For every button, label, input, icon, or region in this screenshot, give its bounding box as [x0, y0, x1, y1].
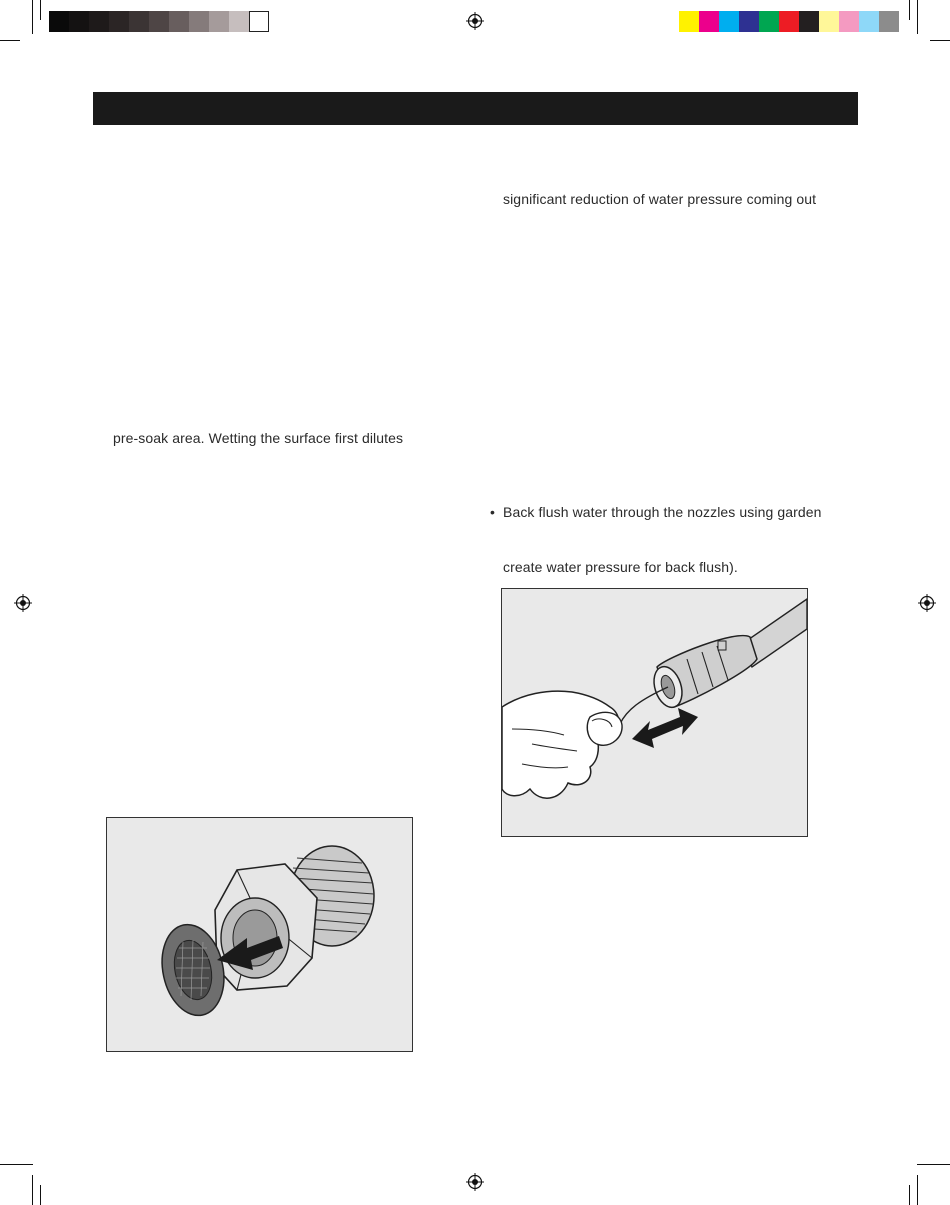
color-swatch	[779, 11, 799, 32]
registration-mark-icon	[14, 594, 32, 612]
color-swatch	[739, 11, 759, 32]
bullet-text-line: Back flush water through the nozzles using garden	[503, 504, 822, 520]
color-swatch	[149, 11, 169, 32]
color-swatch	[799, 11, 819, 32]
bullet-marker: •	[490, 504, 495, 520]
color-swatch	[169, 11, 189, 32]
color-swatch	[69, 11, 89, 32]
crop-mark	[917, 1164, 950, 1165]
color-swatch	[49, 11, 69, 32]
color-swatch	[859, 11, 879, 32]
body-text-line: create water pressure for back flush).	[503, 559, 738, 575]
inlet-filter-figure	[106, 817, 413, 1052]
nozzle-cleaning-illustration	[502, 589, 807, 836]
double-arrow-icon	[632, 708, 698, 748]
color-swatch	[209, 11, 229, 32]
color-swatch	[109, 11, 129, 32]
crop-mark	[917, 0, 918, 34]
color-swatch	[879, 11, 899, 32]
crop-mark	[0, 40, 20, 41]
crop-mark	[40, 1185, 41, 1205]
color-swatch	[189, 11, 209, 32]
body-text-line: pre-soak area. Wetting the surface first dilutes	[113, 430, 404, 446]
crop-mark	[32, 1175, 33, 1205]
process-color-bar	[679, 11, 899, 32]
color-swatch	[249, 11, 269, 32]
crop-mark	[40, 0, 41, 20]
color-swatch	[719, 11, 739, 32]
registration-mark-icon	[466, 1173, 484, 1191]
section-header-bar	[93, 92, 858, 125]
crop-mark	[909, 0, 910, 20]
crop-mark	[909, 1185, 910, 1205]
crop-mark	[917, 1175, 918, 1205]
color-swatch	[129, 11, 149, 32]
crop-mark	[0, 1164, 33, 1165]
color-swatch	[679, 11, 699, 32]
color-swatch	[819, 11, 839, 32]
color-swatch	[89, 11, 109, 32]
registration-mark-icon	[466, 12, 484, 30]
color-swatch	[699, 11, 719, 32]
inlet-filter-illustration	[107, 818, 412, 1051]
crop-mark	[930, 40, 950, 41]
color-swatch	[839, 11, 859, 32]
color-swatch	[759, 11, 779, 32]
crop-mark	[32, 0, 33, 34]
registration-mark-icon	[918, 594, 936, 612]
nozzle-cleaning-figure	[501, 588, 808, 837]
color-swatch	[229, 11, 249, 32]
grayscale-color-bar	[49, 11, 269, 32]
body-text-line: significant reduction of water pressure coming out	[503, 191, 817, 207]
